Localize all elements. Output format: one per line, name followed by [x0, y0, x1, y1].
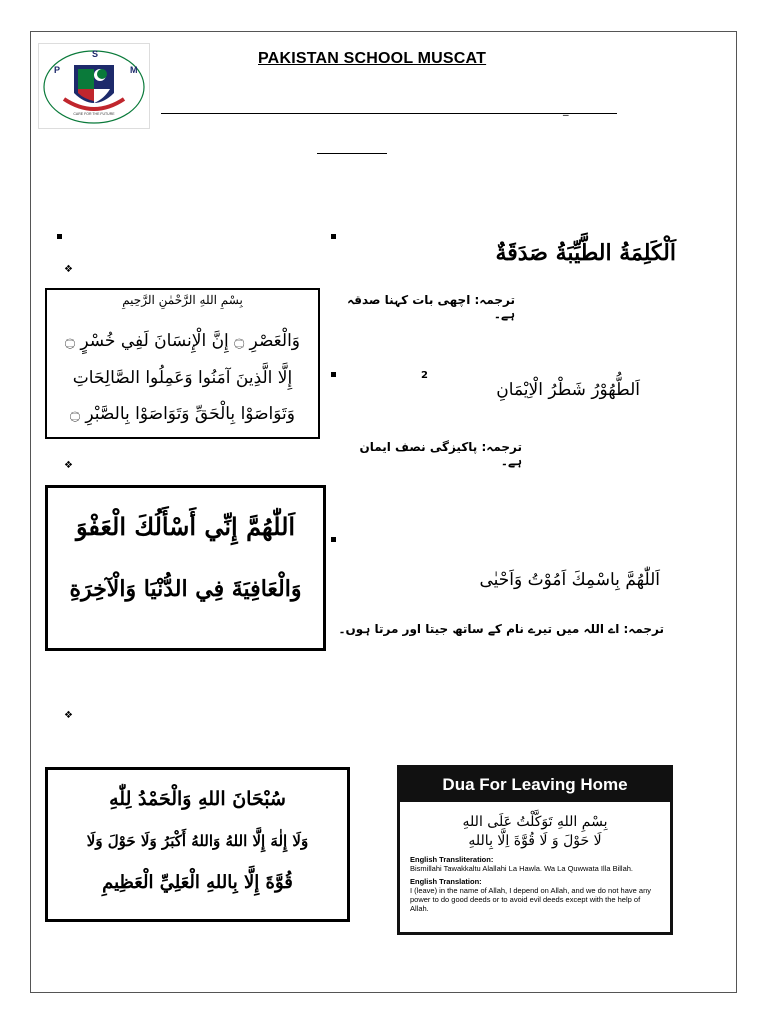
- school-title: PAKISTAN SCHOOL MUSCAT: [258, 50, 487, 67]
- dua-card-title: Dua For Leaving Home: [400, 768, 670, 802]
- svg-text:P: P: [54, 65, 61, 75]
- school-logo: [38, 43, 150, 129]
- kalimah-heading: اَلْكَلِمَةُ الطَّيِّبَةُ صَدَقَةٌ: [495, 240, 676, 266]
- surah-asr-box: [45, 288, 320, 439]
- asr-line: وَالْعَصْرِ ۝ إِنَّ الْإِنسَانَ لَفِي خُسْرٍ ۝: [65, 331, 300, 351]
- bullet: [57, 234, 62, 239]
- dua-arabic-line: لَا حَوْلَ وَ لَا قُوَّةَ اِلَّا بِاللهِ: [468, 833, 602, 849]
- asr-line: وَتَوَاصَوْا بِالْحَقِّ وَتَوَاصَوْا بِالصَّبْرِ ۝: [70, 404, 295, 424]
- svg-text:S: S: [92, 49, 99, 59]
- date-line: [317, 153, 387, 154]
- name-line-dash: _: [563, 103, 569, 116]
- transliteration-label: English Transliteration:: [410, 855, 494, 864]
- asr-line: بِسْمِ اللهِ الرَّحْمٰنِ الرَّحِيمِ: [122, 293, 243, 307]
- name-line: [161, 113, 617, 114]
- translation-text: I (leave) in the name of Allah, I depend on Allah, and we do not have any power to do good deeds or to avoid evil deeds except with the help of Allah.: [410, 886, 651, 913]
- dua-arabic-line: بِسْمِ اللهِ تَوَكَّلْتُ عَلَى اللهِ: [462, 814, 608, 830]
- svg-text:M: M: [130, 65, 138, 75]
- afiyah-dua-box: [45, 485, 326, 651]
- bullet: [331, 372, 336, 377]
- tasbih-line: سُبْحَانَ اللهِ وَالْحَمْدُ لِلّٰهِ: [109, 788, 286, 810]
- afiyah-line: اَللّٰهُمَّ إِنِّي أَسْأَلُكَ الْعَفْوَ: [75, 512, 296, 541]
- tasbih-line: قُوَّةَ إِلَّا بِاللهِ الْعَلِيِّ الْعَظِيمِ: [102, 872, 293, 893]
- sleep-dua-heading: اَللّٰهُمَّ بِاسْمِكَ اَمُوْتُ وَاَحْيٰى: [479, 570, 660, 590]
- kalimah-translation: ترجمہ: اچھی بات کہنا صدقہ ہے۔: [347, 293, 515, 321]
- bullet: [331, 234, 336, 239]
- tasbih-line: وَلَا إِلٰهَ إِلَّا اللهُ وَاللهُ أَكْبَرُ وَلَا حَوْلَ وَلَا: [86, 832, 309, 850]
- svg-text:CARE FOR THE FUTURE: CARE FOR THE FUTURE: [73, 112, 115, 116]
- diamond-bullet: ❖: [64, 264, 73, 275]
- tahur-heading: اَلطُّهُوْرُ شَطْرُ الْاِيْمَانِ: [496, 380, 640, 400]
- asr-line: إِلَّا الَّذِينَ آمَنُوا وَعَمِلُوا الصَّالِحَاتِ: [72, 368, 293, 388]
- diamond-bullet: ❖: [64, 710, 73, 721]
- tasbih-box: [45, 767, 350, 922]
- transliteration-text: Bismillahi Tawakkaltu Alallahi La Hawla. Wa La Quwwata Illa Billah.: [410, 864, 634, 873]
- diamond-bullet: ❖: [64, 460, 73, 471]
- tahur-translation: ترجمہ: پاکیزگی نصف ایمان ہے۔: [359, 440, 522, 468]
- afiyah-line: وَالْعَافِيَةَ فِي الدُّنْيَا وَالْآخِرَةِ: [69, 576, 302, 602]
- item-number: 2: [421, 370, 428, 381]
- dua-leaving-home-card: [397, 765, 673, 935]
- bullet: [331, 537, 336, 542]
- translation-label: English Translation:: [410, 877, 482, 886]
- sleep-dua-translation: ترجمہ: اے اللہ میں تیرے نام کے ساتھ جیتا اور مرتا ہوں۔: [338, 622, 664, 636]
